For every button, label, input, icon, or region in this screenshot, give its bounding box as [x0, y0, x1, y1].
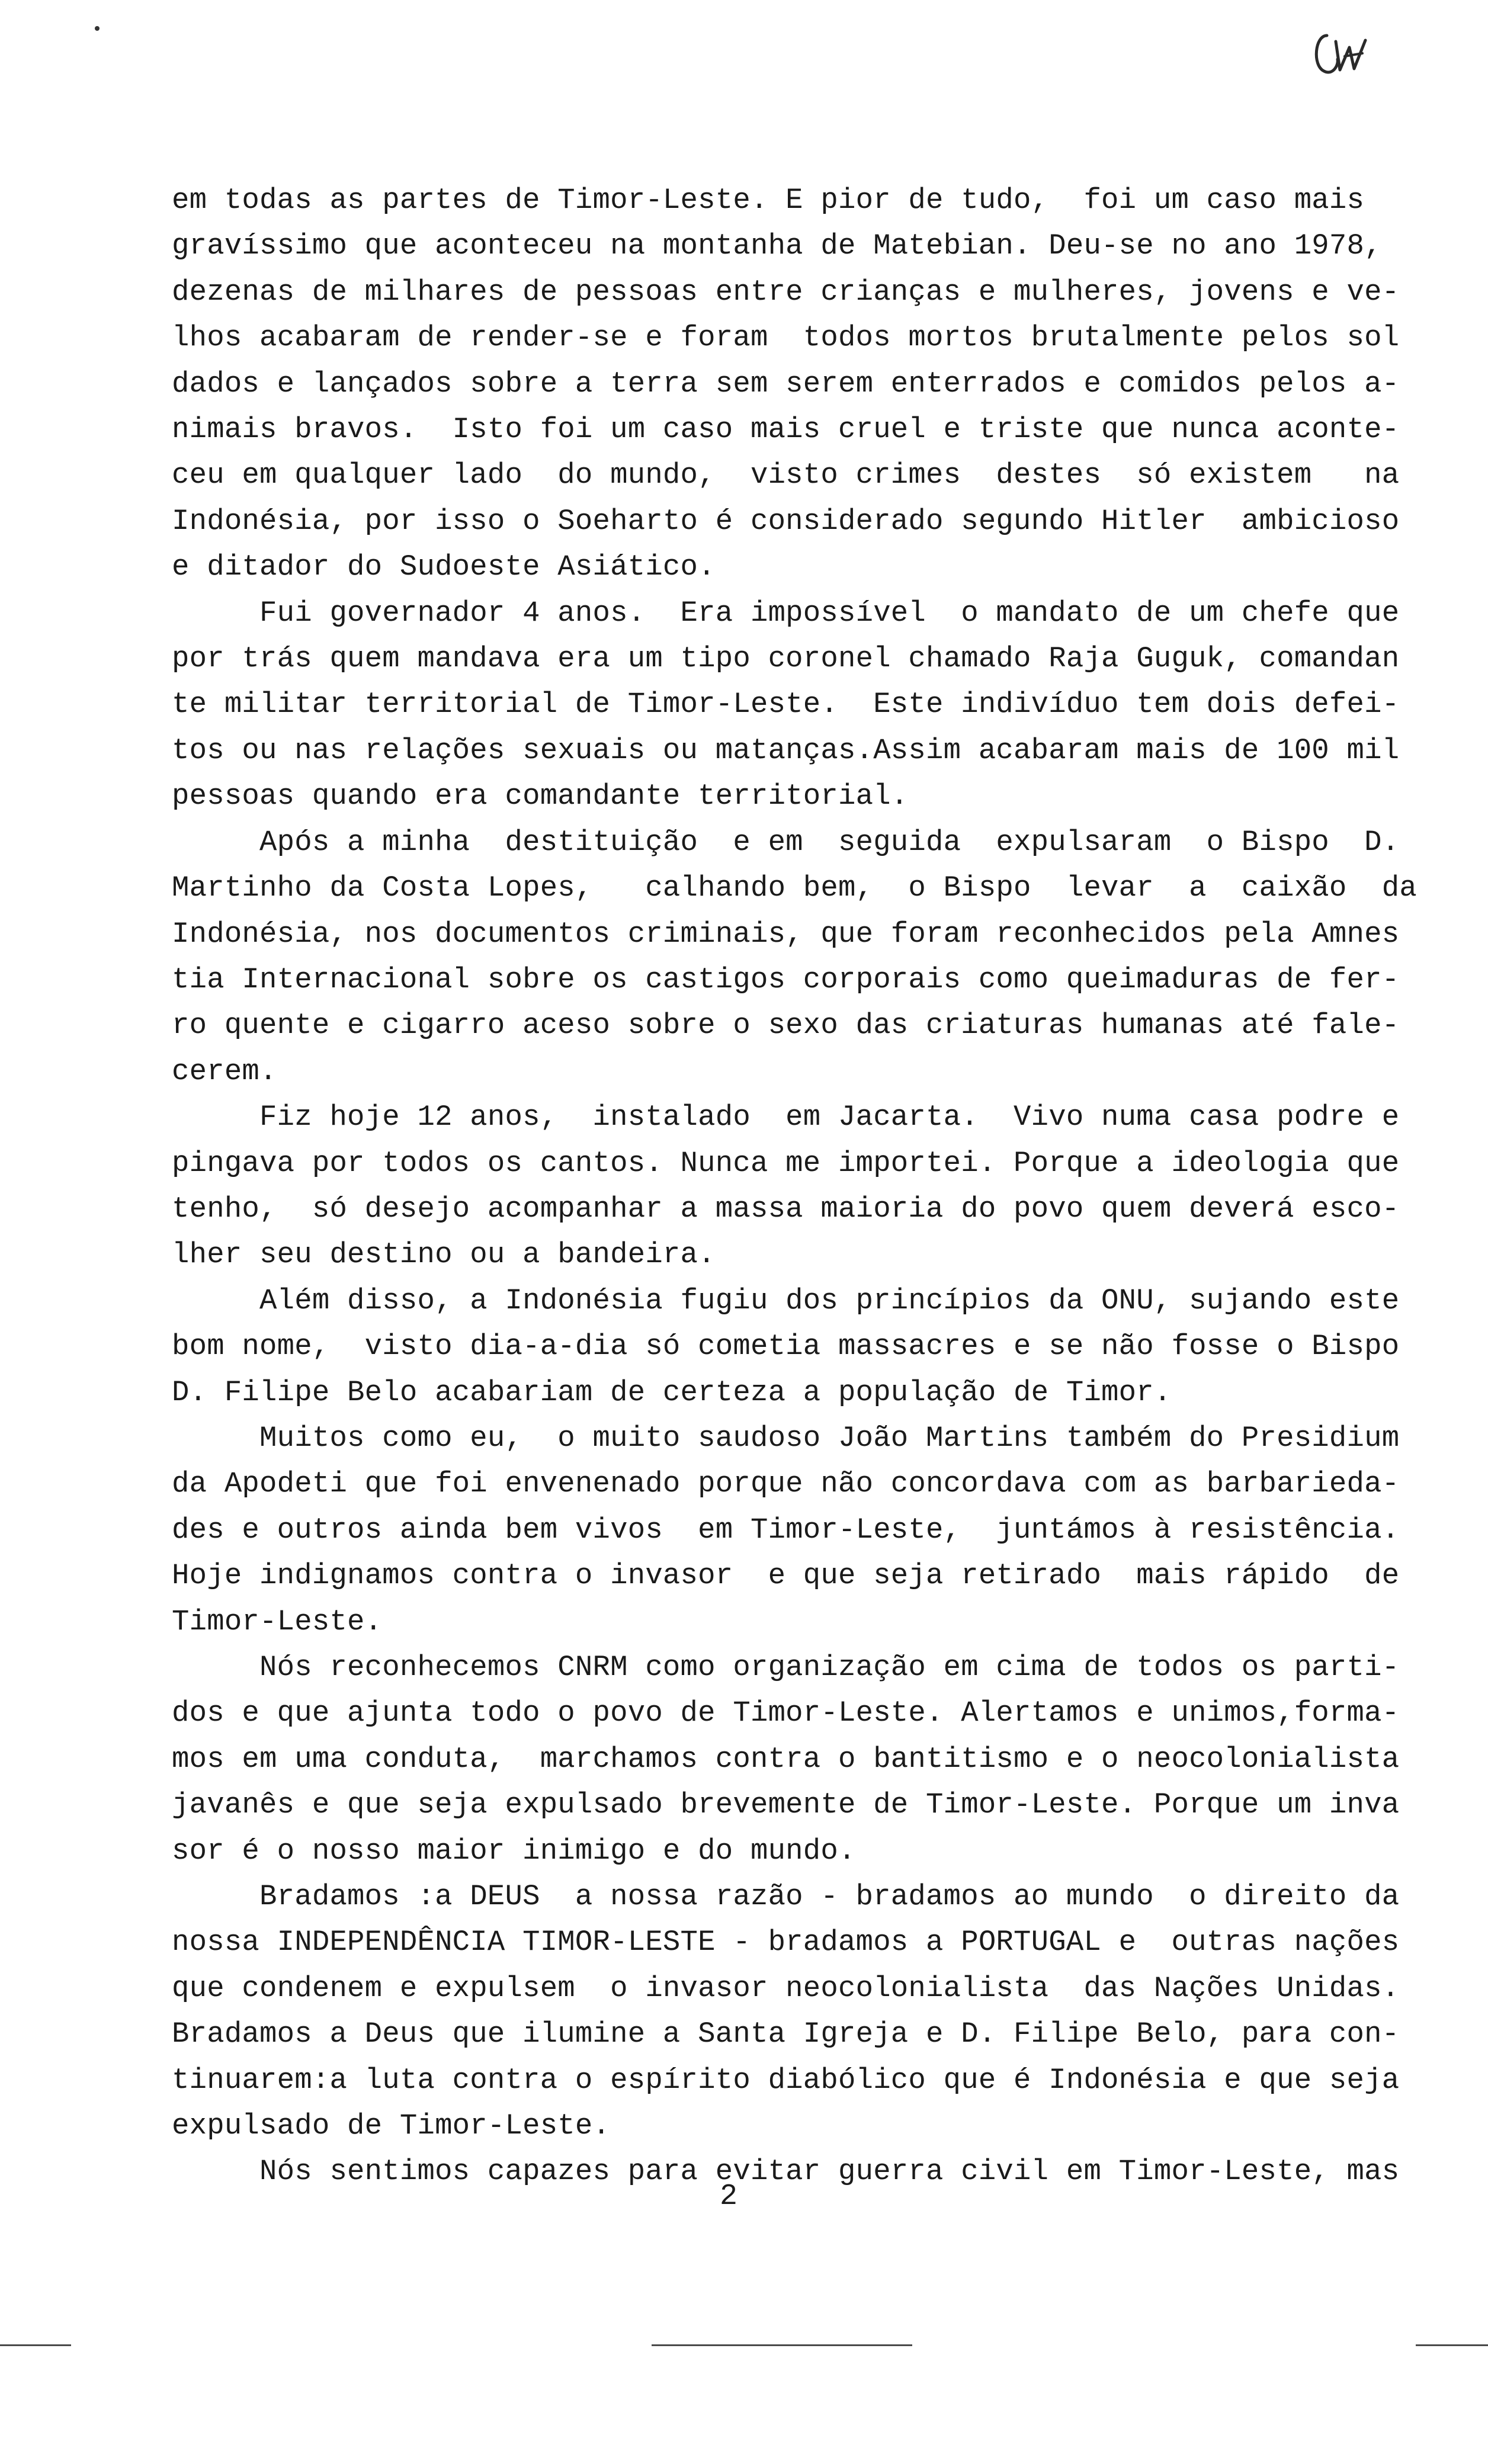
text-line: Além disso, a Indonésia fugiu dos princípios da ONU, sujando este	[172, 1284, 1400, 1317]
text-line: nossa INDEPENDÊNCIA TIMOR-LESTE - bradamos a PORTUGAL e outras nações	[172, 1926, 1400, 1959]
text-line: ro quente e cigarro aceso sobre o sexo das criaturas humanas até fale-	[172, 1009, 1400, 1042]
text-line: sor é o nosso maior inimigo e do mundo.	[172, 1834, 856, 1868]
text-line: lher seu destino ou a bandeira.	[172, 1238, 716, 1272]
initials-mark	[1303, 24, 1374, 89]
footer-rule-left	[0, 2344, 71, 2346]
text-line: por trás quem mandava era um tipo coronel chamado Raja Guguk, comandan	[172, 642, 1400, 676]
text-line: Martinho da Costa Lopes, calhando bem, o Bispo levar a caixão da	[172, 871, 1417, 905]
text-line: Timor-Leste.	[172, 1605, 383, 1638]
text-line: expulsado de Timor-Leste.	[172, 2109, 611, 2143]
text-line: tinuarem:a luta contra o espírito diabólico que é Indonésia e que seja	[172, 2063, 1400, 2097]
text-line: gravíssimo que aconteceu na montanha de Matebian. Deu-se no ano 1978,	[172, 229, 1382, 263]
text-line: Hoje indignamos contra o invasor e que seja retirado mais rápido de	[172, 1559, 1400, 1593]
body-text	[172, 178, 1422, 2195]
text-line: dezenas de milhares de pessoas entre crianças e mulheres, jovens e ve-	[172, 275, 1400, 309]
text-line: tia Internacional sobre os castigos corporais como queimaduras de fer-	[172, 962, 1400, 996]
text-line: e ditador do Sudoeste Asiático.	[172, 550, 716, 584]
text-line: Fui governador 4 anos. Era impossível o mandato de um chefe que	[172, 596, 1400, 630]
text-line: em todas as partes de Timor-Leste. E pior de tudo, foi um caso mais	[172, 184, 1365, 217]
text-line: des e outros ainda bem vivos em Timor-Leste, juntámos à resistência.	[172, 1513, 1400, 1547]
footer-rule-center	[652, 2344, 912, 2346]
text-line: pingava por todos os cantos. Nunca me importei. Porque a ideologia que	[172, 1146, 1400, 1180]
text-line: lhos acabaram de render-se e foram todos mortos brutalmente pelos sol	[172, 321, 1400, 355]
text-line: Nós reconhecemos CNRM como organização em cima de todos os parti-	[172, 1651, 1400, 1684]
text-line: nimais bravos. Isto foi um caso mais cruel e triste que nunca aconte-	[172, 413, 1400, 447]
footer-rule-right	[1416, 2344, 1488, 2346]
text-line: Muitos como eu, o muito saudoso João Martins também do Presidium	[172, 1421, 1400, 1455]
text-line: Bradamos a Deus que ilumine a Santa Igreja e D. Filipe Belo, para con-	[172, 2017, 1400, 2051]
text-line: bom nome, visto dia-a-dia só cometia massacres e se não fosse o Bispo	[172, 1330, 1400, 1363]
text-line: Bradamos :a DEUS a nossa razão - bradamos ao mundo o direito da	[172, 1880, 1400, 1914]
text-line: mos em uma conduta, marchamos contra o bantitismo e o neocolonialista	[172, 1742, 1400, 1776]
text-line: D. Filipe Belo acabariam de certeza a população de Timor.	[172, 1375, 1172, 1409]
text-line: Após a minha destituição e em seguida expulsaram o Bispo D.	[172, 825, 1400, 859]
text-line: pessoas quando era comandante territorial.	[172, 779, 909, 813]
text-line: dos e que ajunta todo o povo de Timor-Leste. Alertamos e unimos,forma-	[172, 1696, 1400, 1730]
handwritten-initials	[1303, 24, 1374, 100]
page-number: 2	[720, 2180, 738, 2213]
text-line: tos ou nas relações sexuais ou matanças.Assim acabaram mais de 100 mil	[172, 733, 1400, 767]
text-line: javanês e que seja expulsado brevemente de Timor-Leste. Porque um inva	[172, 1788, 1400, 1822]
text-line: da Apodeti que foi envenenado porque não concordava com as barbarieda-	[172, 1467, 1400, 1501]
text-line: que condenem e expulsem o invasor neocolonialista das Nações Unidas.	[172, 1971, 1400, 2005]
text-line: Fiz hoje 12 anos, instalado em Jacarta. Vivo numa casa podre e	[172, 1101, 1400, 1134]
paper-speck	[95, 26, 100, 31]
text-line: te militar territorial de Timor-Leste. Este indivíduo tem dois defei-	[172, 688, 1400, 721]
text-line: Indonésia, por isso o Soeharto é considerado segundo Hitler ambicioso	[172, 504, 1400, 538]
text-line: tenho, só desejo acompanhar a massa maioria do povo quem deverá esco-	[172, 1192, 1400, 1225]
text-line: Nós sentimos capazes para evitar guerra civil em Timor-Leste, mas	[172, 2155, 1400, 2189]
text-line: dados e lançados sobre a terra sem serem enterrados e comidos pelos a-	[172, 367, 1400, 400]
text-line: cerem.	[172, 1054, 277, 1088]
text-line: Indonésia, nos documentos criminais, que foram reconhecidos pela Amnes	[172, 917, 1400, 951]
text-line: ceu em qualquer lado do mundo, visto crimes destes só existem na	[172, 458, 1400, 492]
